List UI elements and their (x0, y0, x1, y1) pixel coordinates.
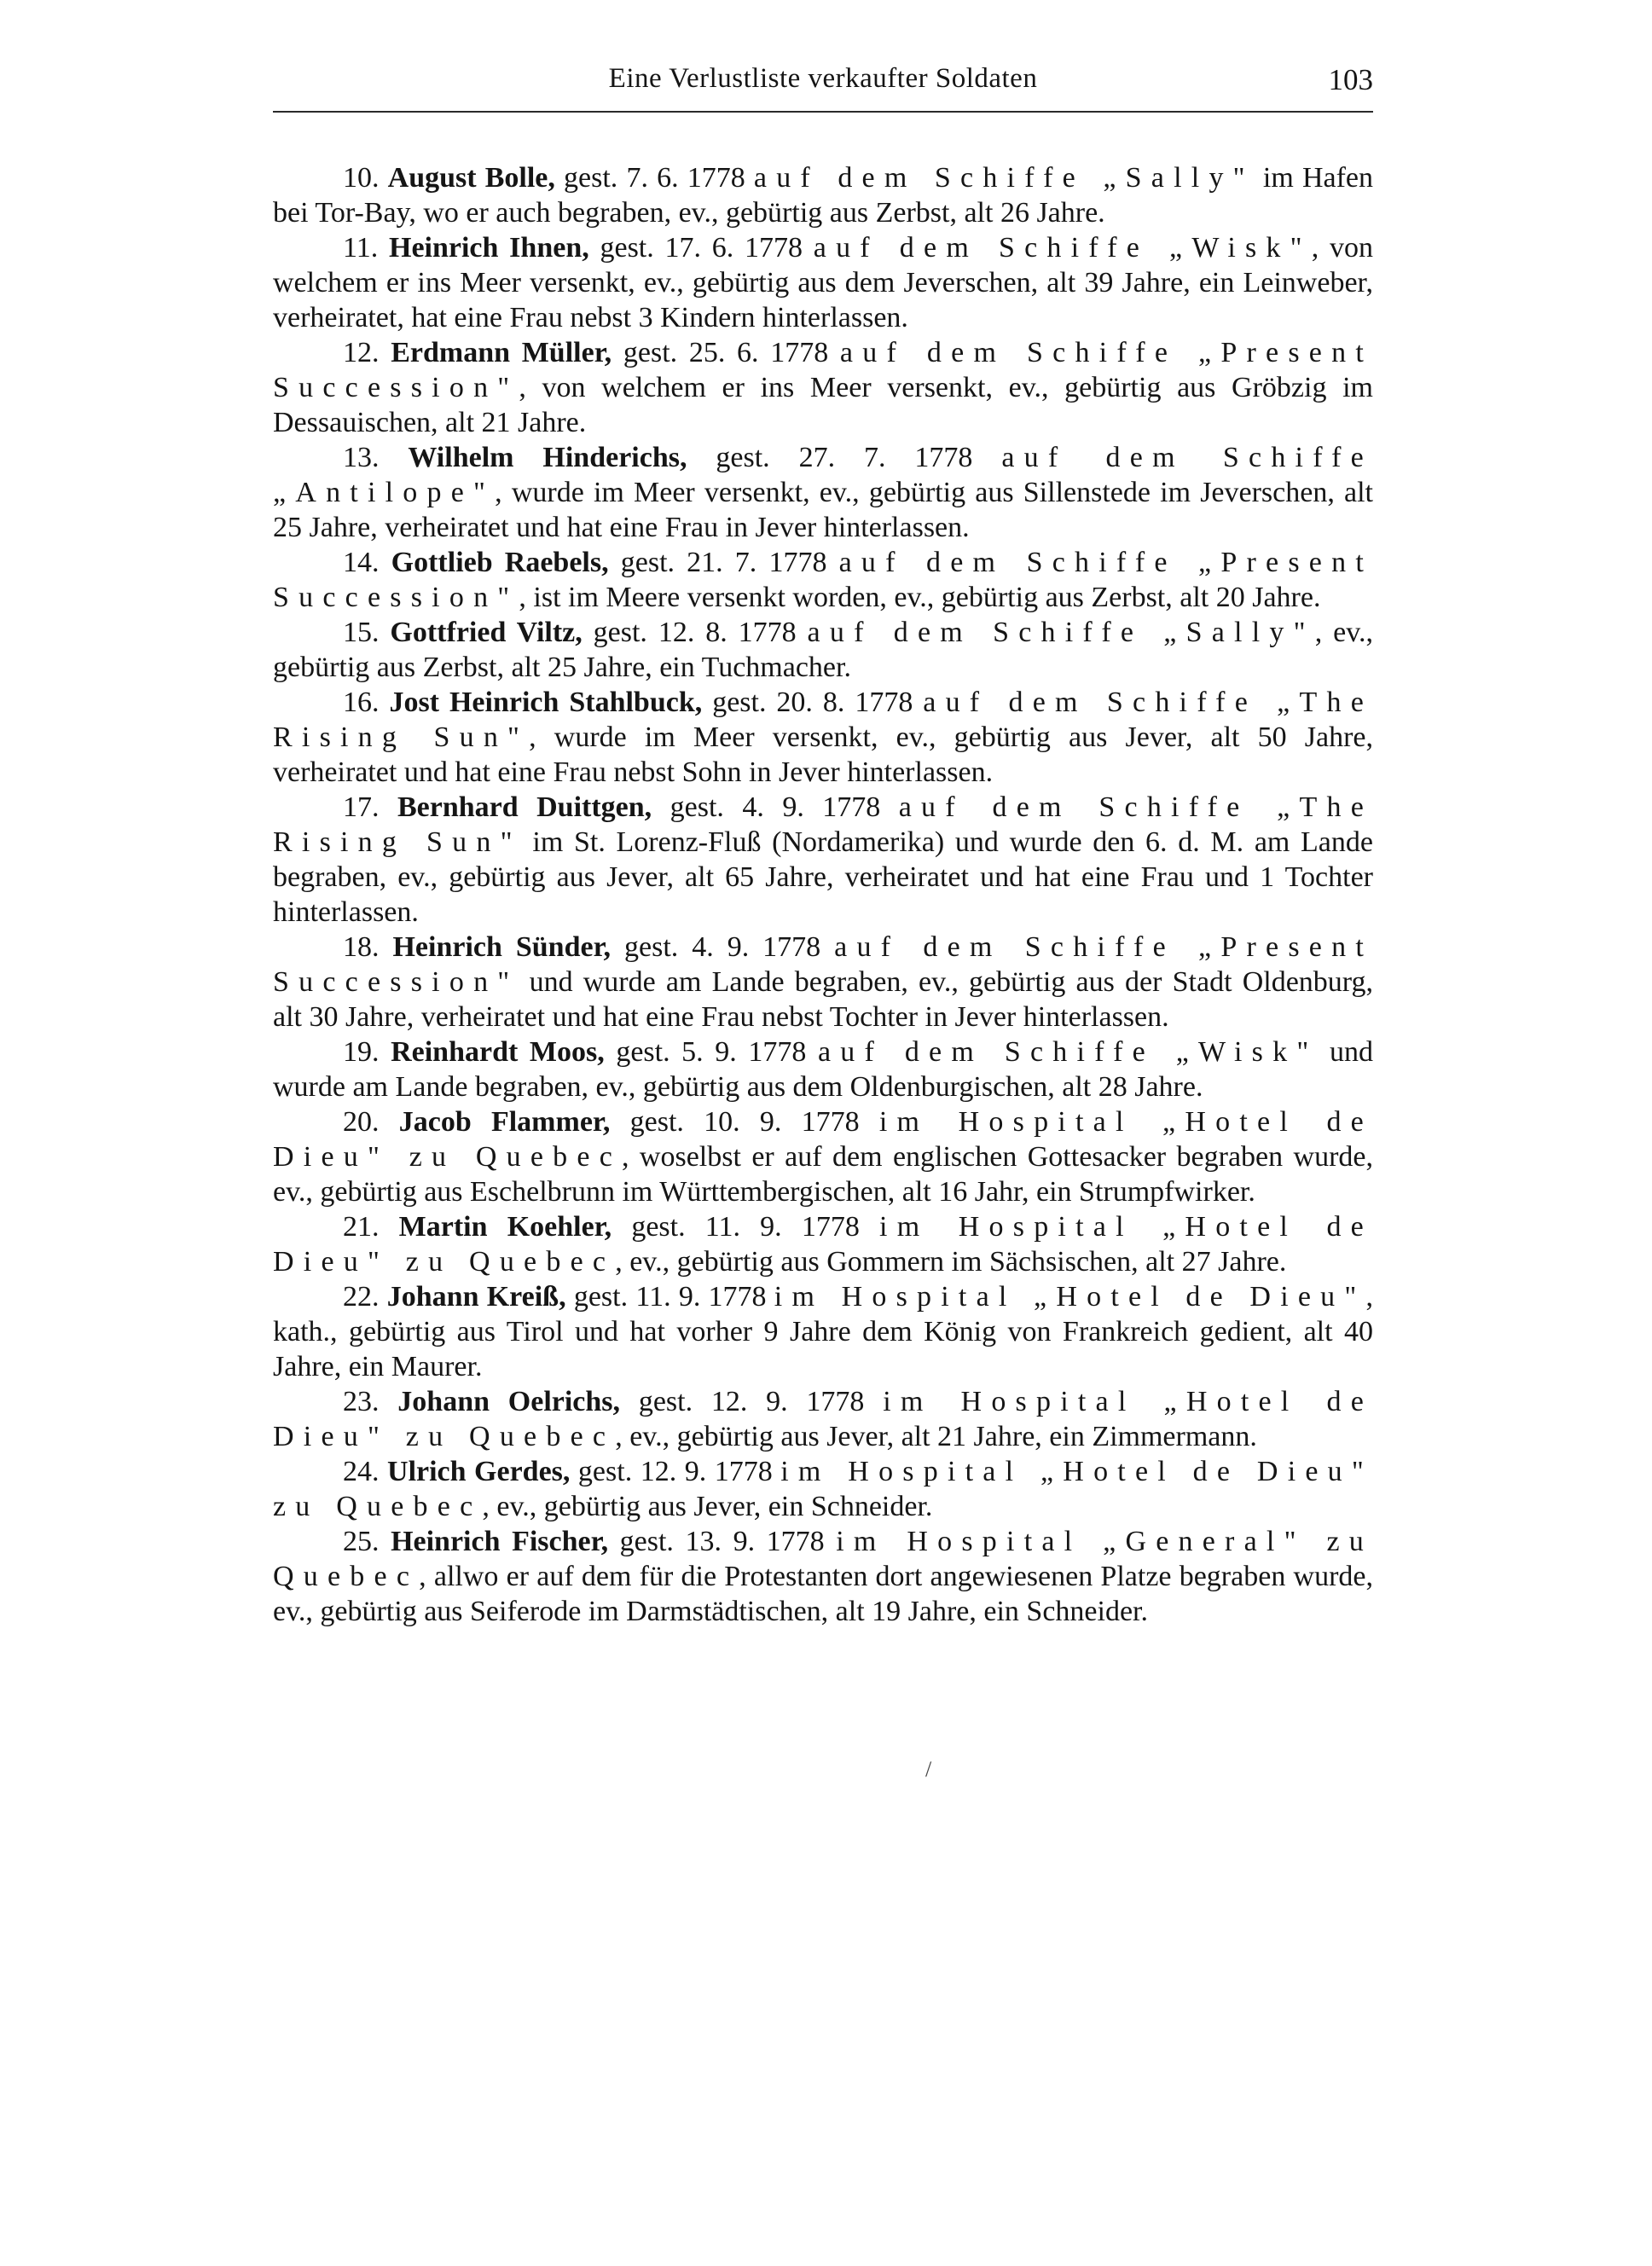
list-entry (273, 615, 1373, 685)
casualty-list (273, 160, 1373, 1629)
entry-details: , ev., gebürtig aus Jever, alt 21 Jahre, ein Zimmermann. (615, 1421, 1257, 1452)
soldier-name: Ulrich Gerdes, (387, 1456, 571, 1487)
entry-number: 23. (343, 1386, 380, 1417)
soldier-name: Jacob Flammer, (398, 1106, 611, 1138)
entry-details: , ev., gebürtig aus Zerbst, alt 25 Jahre, ein Tuchmacher. (273, 617, 1373, 683)
entry-details: , von welchem er ins Meer versenkt, ev., gebürtig aus Gröbzig im Dessauischen, alt 21 Jahre. (273, 372, 1373, 438)
entry-number: 15. (343, 617, 380, 648)
list-entry (273, 1209, 1373, 1279)
running-title: Eine Verlustliste verkaufter Soldaten (608, 63, 1038, 94)
list-entry (273, 1384, 1373, 1454)
place-of-death: auf dem Schiffe „Present Succession" (273, 337, 1373, 403)
place-of-death: auf dem Schiffe „Present Succession" (273, 547, 1373, 613)
soldier-name: Johann Kreiß, (386, 1281, 566, 1313)
death-date: gest. 12. 9. 1778 (570, 1456, 781, 1487)
entry-details: , wurde im Meer versenkt, ev., gebürtig aus Jever, alt 50 Jahre, verheiratet und hat eine Frau nebst Sohn in Jever hinterlassen. (273, 722, 1373, 788)
list-entry (273, 1454, 1373, 1524)
list-entry (273, 335, 1373, 440)
entry-number: 20. (343, 1106, 380, 1138)
place-of-death: auf dem Schiffe „Wisk" (817, 1036, 1319, 1068)
soldier-name: Erdmann Müller, (391, 337, 612, 368)
death-date: gest. 27. 7. 1778 (687, 442, 1002, 473)
entry-number: 16. (343, 687, 380, 718)
place-of-death: im Hospital „Hotel de Dieu" zu Quebec (273, 1106, 1373, 1173)
soldier-name: Heinrich Sünder, (392, 931, 612, 963)
soldier-name: Heinrich Ihnen, (389, 232, 589, 264)
soldier-name: Wilhelm Hinderichs, (408, 442, 687, 473)
list-entry (273, 1104, 1373, 1209)
list-entry (273, 545, 1373, 615)
place-of-death: auf dem Schiffe „The Rising Sun" (273, 687, 1373, 753)
entry-details: im St. Lorenz-Fluß (Nordamerika) und wurde den 6. d. M. am Lande begraben, ev., gebürtig aus Jever, alt 65 Jahre, verheiratet und hat eine Frau und 1 Tochter hinterlassen. (273, 826, 1373, 928)
soldier-name: Johann Oelrichs, (397, 1386, 621, 1417)
entry-number: 13. (343, 442, 380, 473)
soldier-name: Heinrich Fischer, (391, 1526, 609, 1557)
entry-details: , ist im Meere versenkt worden, ev., gebürtig aus Zerbst, alt 20 Jahre. (519, 582, 1321, 613)
list-entry (273, 1279, 1373, 1384)
soldier-name: Jost Heinrich Stahlbuck, (389, 687, 703, 718)
death-date: gest. 17. 6. 1778 (588, 232, 814, 264)
entry-details: , woselbst er auf dem englischen Gottesacker begraben wurde, ev., gebürtig aus Eschelbrunn im Württembergischen, alt 16 Jahr, ein Strumpfwirker. (273, 1141, 1374, 1208)
list-entry (273, 230, 1373, 335)
place-of-death: auf dem Schiffe „Sally" (753, 162, 1255, 194)
soldier-name: Martin Koehler, (398, 1211, 612, 1243)
list-entry (273, 930, 1373, 1034)
death-date: gest. 21. 7. 1778 (608, 547, 839, 578)
list-entry (273, 790, 1373, 930)
place-of-death: auf dem Schiffe „Antilope" (273, 442, 1373, 508)
place-of-death: im Hospital „Hotel de Dieu" (774, 1281, 1366, 1313)
entry-details: , ev., gebürtig aus Jever, ein Schneider. (482, 1491, 933, 1522)
death-date: gest. 10. 9. 1778 (610, 1106, 879, 1138)
entry-number: 21. (343, 1211, 380, 1243)
entry-number: 11. (343, 232, 379, 264)
entry-number: 19. (343, 1036, 380, 1068)
entry-number: 24. (343, 1456, 380, 1487)
entry-number: 25. (343, 1526, 380, 1557)
entry-number: 17. (343, 791, 380, 823)
death-date: gest. 12. 8. 1778 (582, 617, 808, 648)
page-header (273, 51, 1373, 113)
death-date: gest. 20. 8. 1778 (702, 687, 924, 718)
place-of-death: im Hospital „General" zu Quebec (273, 1526, 1373, 1592)
soldier-name: Gottfried Viltz, (390, 617, 583, 648)
book-page (273, 51, 1373, 1629)
soldier-name: Reinhardt Moos, (391, 1036, 605, 1068)
stray-ink-mark: / (925, 1757, 932, 1782)
death-date: gest. 4. 9. 1778 (611, 931, 835, 963)
death-date: gest. 11. 9. 1778 (612, 1211, 880, 1243)
soldier-name: Bernhard Duittgen, (397, 791, 652, 823)
entry-details: und wurde am Lande begraben, ev., gebürtig aus der Stadt Oldenburg, alt 30 Jahre, verheiratet und hat eine Frau nebst Tochter in Jever hinterlassen. (273, 966, 1373, 1033)
entry-details: , von welchem er ins Meer versenkt, ev., gebürtig aus dem Jeverschen, alt 39 Jahre, ein Leinweber, verheiratet, hat eine Frau nebst 3 Kindern hinterlassen. (273, 232, 1373, 333)
soldier-name: August Bolle, (387, 162, 555, 194)
place-of-death: auf dem Schiffe „The Rising Sun" (273, 791, 1374, 858)
entry-number: 22. (343, 1281, 380, 1313)
place-of-death: auf dem Schiffe „Wisk" (813, 232, 1312, 264)
entry-details: , allwo er auf dem für die Protestanten dort angewiesenen Platze begraben wurde, ev., gebürtig aus Seiferode im Darmstädtischen, alt 19 Jahre, ein Schneider. (273, 1561, 1373, 1627)
entry-details: im Hafen bei Tor-Bay, wo er auch begraben, ev., gebürtig aus Zerbst, alt 26 Jahre. (273, 162, 1374, 229)
place-of-death: im Hospital „Hotel de Dieu" zu Quebec (273, 1386, 1373, 1452)
soldier-name: Gottlieb Raebels, (391, 547, 609, 578)
death-date: gest. 11. 9. 1778 (565, 1281, 774, 1313)
place-of-death: auf dem Schiffe „Sally" (807, 617, 1315, 648)
list-entry (273, 440, 1373, 545)
place-of-death: auf dem Schiffe „Present Succession" (273, 931, 1373, 998)
death-date: gest. 5. 9. 1778 (604, 1036, 818, 1068)
list-entry (273, 160, 1373, 230)
entry-number: 10. (343, 162, 380, 194)
entry-number: 14. (343, 547, 380, 578)
entry-details: , ev., gebürtig aus Gommern im Sächsischen, alt 27 Jahre. (615, 1246, 1287, 1278)
list-entry (273, 1524, 1373, 1629)
death-date: gest. 7. 6. 1778 (554, 162, 754, 194)
place-of-death: im Hospital „Hotel de Dieu" zu Quebec (273, 1456, 1373, 1522)
page-number: 103 (1328, 63, 1373, 96)
place-of-death: im Hospital „Hotel de Dieu" zu Quebec (273, 1211, 1373, 1278)
entry-details: , wurde im Meer versenkt, ev., gebürtig aus Sillenstede im Jeverschen, alt 25 Jahre, verheiratet und hat eine Frau in Jever hinterlassen. (273, 477, 1373, 543)
list-entry (273, 685, 1373, 790)
death-date: gest. 25. 6. 1778 (612, 337, 840, 368)
death-date: gest. 13. 9. 1778 (608, 1526, 837, 1557)
entry-details: und wurde am Lande begraben, ev., gebürtig aus dem Oldenburgischen, alt 28 Jahre. (273, 1036, 1374, 1103)
entry-number: 12. (343, 337, 380, 368)
list-entry (273, 1034, 1373, 1104)
entry-number: 18. (343, 931, 380, 963)
death-date: gest. 4. 9. 1778 (652, 791, 899, 823)
death-date: gest. 12. 9. 1778 (620, 1386, 884, 1417)
entry-details: , kath., gebürtig aus Tirol und hat vorher 9 Jahre dem König von Frankreich gedient, alt 40 Jahre, ein Maurer. (273, 1281, 1373, 1382)
